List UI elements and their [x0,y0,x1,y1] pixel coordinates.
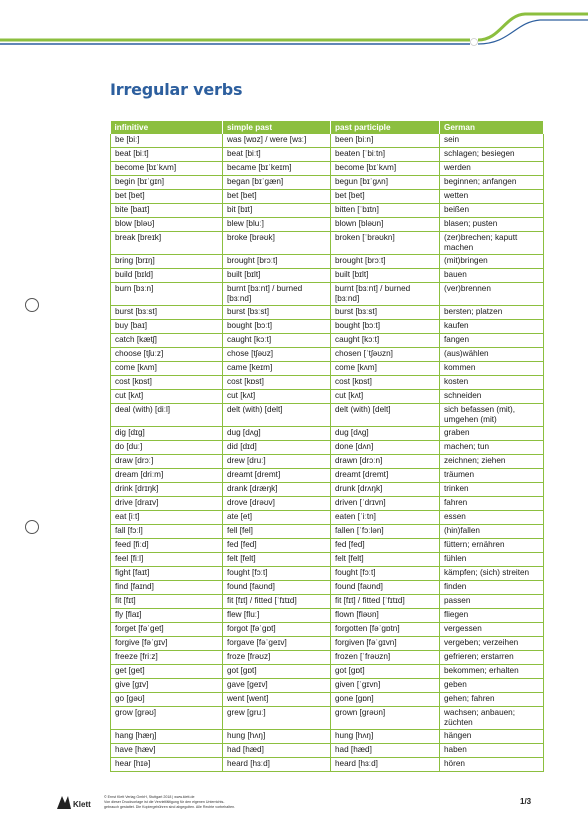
footer-line: gebrauch gestattet. Die Kopiergebühren sind abgegolten. Alle Rechte vorbehalten. [104,805,236,809]
cell-german: sich befassen (mit), umgehen (mit) [440,404,544,427]
cell-simple-past: drew [druː] [223,455,331,469]
cell-german: wachsen; anbauen; züchten [440,707,544,730]
cell-german: vergessen [440,623,544,637]
cell-infinitive: freeze [friːz] [111,651,223,665]
cell-infinitive: hang [hæŋ] [111,730,223,744]
cell-simple-past: beat [biːt] [223,148,331,162]
footer-copyright [104,795,354,810]
cell-infinitive: dream [driːm] [111,469,223,483]
column-header-simple-past: simple past [223,121,331,134]
table-row [111,679,544,693]
cell-infinitive: dig [dɪɡ] [111,427,223,441]
cell-german: träumen [440,469,544,483]
cell-past-participle: fought [fɔːt] [331,567,440,581]
cell-past-participle: drawn [drɔːn] [331,455,440,469]
cell-german: zeichnen; ziehen [440,455,544,469]
cell-infinitive: grow [ɡrəʊ] [111,707,223,730]
klett-logo [55,793,93,811]
cell-german: fangen [440,334,544,348]
cell-simple-past: heard [hɜːd] [223,758,331,772]
table-row [111,651,544,665]
cell-infinitive: blow [bləʊ] [111,218,223,232]
cell-simple-past: bit [bɪt] [223,204,331,218]
table-row [111,469,544,483]
cell-german: (hin)fallen [440,525,544,539]
cell-simple-past: forgave [fəˈɡeɪv] [223,637,331,651]
page-number: 1/3 [520,797,532,806]
cell-german: bersten; platzen [440,306,544,320]
table-row [111,390,544,404]
table-header-row [111,121,544,134]
table-row [111,404,544,427]
header-decoration [0,0,588,60]
table-body [111,134,544,772]
cell-german: bekommen; erhalten [440,665,544,679]
table-row [111,553,544,567]
cell-past-participle: built [bɪlt] [331,269,440,283]
table-row [111,539,544,553]
cell-infinitive: catch [kætʃ] [111,334,223,348]
cell-simple-past: fought [fɔːt] [223,567,331,581]
cell-simple-past: gave [ɡeɪv] [223,679,331,693]
cell-infinitive: deal (with) [diːl] [111,404,223,427]
table-row [111,637,544,651]
cell-past-participle: found [faʊnd] [331,581,440,595]
cell-past-participle: forgotten [fəˈɡɒtn] [331,623,440,637]
cell-simple-past: cut [kʌt] [223,390,331,404]
cell-simple-past: burst [bɜːst] [223,306,331,320]
cell-german: kosten [440,376,544,390]
cell-past-participle: been [biːn] [331,134,440,148]
cell-infinitive: go [ɡəʊ] [111,693,223,707]
cell-simple-past: had [hæd] [223,744,331,758]
cell-past-participle: dug [dʌɡ] [331,427,440,441]
cell-infinitive: do [duː] [111,441,223,455]
cell-infinitive: break [breɪk] [111,232,223,255]
cell-german: bauen [440,269,544,283]
cell-simple-past: felt [felt] [223,553,331,567]
cell-past-participle: begun [bɪˈɡʌn] [331,176,440,190]
cell-past-participle: delt (with) [delt] [331,404,440,427]
cell-german: schlagen; besiegen [440,148,544,162]
table-row [111,525,544,539]
column-header-german: German [440,121,544,134]
table-row [111,595,544,609]
cell-simple-past: bought [bɔːt] [223,320,331,334]
cell-german: schneiden [440,390,544,404]
cell-infinitive: find [faɪnd] [111,581,223,595]
cell-german: (aus)wählen [440,348,544,362]
cell-simple-past: became [bɪˈkeɪm] [223,162,331,176]
cell-german: kommen [440,362,544,376]
cell-german: vergeben; verzeihen [440,637,544,651]
cell-past-participle: driven [ˈdrɪvn] [331,497,440,511]
cell-past-participle: gone [ɡɒn] [331,693,440,707]
cell-simple-past: dreamt [dremt] [223,469,331,483]
cell-infinitive: drink [drɪŋk] [111,483,223,497]
cell-past-participle: burnt [bɜːnt] / burned [bɜːnd] [331,283,440,306]
footer-line: Von dieser Druckvorlage ist die Vervielfältigung für den eigenen Unterrichts- [104,800,225,804]
cell-simple-past: built [bɪlt] [223,269,331,283]
cell-infinitive: hear [hɪə] [111,758,223,772]
cell-simple-past: went [went] [223,693,331,707]
table-row [111,497,544,511]
table-row [111,232,544,255]
table-row [111,376,544,390]
cell-infinitive: fit [fɪt] [111,595,223,609]
table-row [111,567,544,581]
table-row [111,744,544,758]
cell-infinitive: bet [bet] [111,190,223,204]
cell-simple-past: fit [fɪt] / fitted [ˈfɪtɪd] [223,595,331,609]
cell-simple-past: bet [bet] [223,190,331,204]
table-row [111,334,544,348]
cell-german: beginnen; anfangen [440,176,544,190]
cell-german: sein [440,134,544,148]
cell-infinitive: have [hæv] [111,744,223,758]
footer-line: © Ernst Klett Verlag GmbH, Stuttgart 2018 | www.klett.de [104,795,195,799]
cell-past-participle: cost [kɒst] [331,376,440,390]
cell-german: hören [440,758,544,772]
cell-past-participle: broken [ˈbrəʊkn] [331,232,440,255]
cell-simple-past: got [ɡɒt] [223,665,331,679]
cell-german: trinken [440,483,544,497]
cell-simple-past: flew [fluː] [223,609,331,623]
cell-german: beißen [440,204,544,218]
cell-infinitive: cost [kɒst] [111,376,223,390]
cell-past-participle: fallen [ˈfɔːlən] [331,525,440,539]
punch-hole-bottom [25,520,39,534]
cell-infinitive: forgive [fəˈɡɪv] [111,637,223,651]
column-header-infinitive: infinitive [111,121,223,134]
cell-past-participle: had [hæd] [331,744,440,758]
cell-simple-past: chose [tʃəʊz] [223,348,331,362]
cell-german: (ver)brennen [440,283,544,306]
cell-german: fliegen [440,609,544,623]
table-row [111,362,544,376]
cell-simple-past: burnt [bɜːnt] / burned [bɜːnd] [223,283,331,306]
punch-hole-top [25,298,39,312]
table-row [111,609,544,623]
table-row [111,693,544,707]
table-row [111,707,544,730]
cell-simple-past: hung [hʌŋ] [223,730,331,744]
cell-infinitive: get [ɡet] [111,665,223,679]
cell-past-participle: bet [bet] [331,190,440,204]
cell-simple-past: broke [brəʊk] [223,232,331,255]
cell-past-participle: chosen [ˈtʃəʊzn] [331,348,440,362]
table-row [111,204,544,218]
table-row [111,483,544,497]
table-row [111,148,544,162]
table-row [111,581,544,595]
cell-past-participle: eaten [ˈiːtn] [331,511,440,525]
cell-german: passen [440,595,544,609]
cell-infinitive: burn [bɜːn] [111,283,223,306]
cell-past-participle: brought [brɔːt] [331,255,440,269]
cell-simple-past: blew [bluː] [223,218,331,232]
cell-german: haben [440,744,544,758]
cell-simple-past: came [keɪm] [223,362,331,376]
cell-infinitive: bite [baɪt] [111,204,223,218]
cell-past-participle: beaten [ˈbiːtn] [331,148,440,162]
cell-german: blasen; pusten [440,218,544,232]
cell-simple-past: grew [ɡruː] [223,707,331,730]
cell-past-participle: caught [kɔːt] [331,334,440,348]
cell-simple-past: began [bɪˈɡæn] [223,176,331,190]
table-row [111,283,544,306]
cell-simple-past: ate [et] [223,511,331,525]
cell-infinitive: become [bɪˈkʌm] [111,162,223,176]
cell-past-participle: become [bɪˈkʌm] [331,162,440,176]
cell-german: kämpfen; (sich) streiten [440,567,544,581]
cell-past-participle: fed [fed] [331,539,440,553]
cell-german: graben [440,427,544,441]
table-row [111,623,544,637]
cell-infinitive: drive [draɪv] [111,497,223,511]
cell-past-participle: come [kʌm] [331,362,440,376]
table-row [111,427,544,441]
table-row [111,758,544,772]
column-header-past-participle: past participle [331,121,440,134]
table-row [111,162,544,176]
cell-infinitive: forget [fəˈɡet] [111,623,223,637]
table-row [111,218,544,232]
table-row [111,320,544,334]
cell-past-participle: burst [bɜːst] [331,306,440,320]
cell-simple-past: did [dɪd] [223,441,331,455]
table-row [111,441,544,455]
cell-past-participle: grown [ɡrəʊn] [331,707,440,730]
cell-simple-past: cost [kɒst] [223,376,331,390]
cell-german: fühlen [440,553,544,567]
cell-infinitive: burst [bɜːst] [111,306,223,320]
cell-german: (mit)bringen [440,255,544,269]
cell-simple-past: fell [fel] [223,525,331,539]
table-row [111,306,544,320]
cell-german: machen; tun [440,441,544,455]
cell-infinitive: give [ɡɪv] [111,679,223,693]
cell-past-participle: felt [felt] [331,553,440,567]
cell-infinitive: fly [flaɪ] [111,609,223,623]
cell-past-participle: bitten [ˈbɪtn] [331,204,440,218]
cell-german: füttern; ernähren [440,539,544,553]
cell-past-participle: hung [hʌŋ] [331,730,440,744]
cell-infinitive: fall [fɔːl] [111,525,223,539]
cell-infinitive: feed [fiːd] [111,539,223,553]
table-row [111,134,544,148]
cell-simple-past: froze [frəʊz] [223,651,331,665]
table-row [111,730,544,744]
cell-german: hängen [440,730,544,744]
cell-simple-past: delt (with) [delt] [223,404,331,427]
table-row [111,511,544,525]
cell-german: finden [440,581,544,595]
table-row [111,269,544,283]
cell-simple-past: drank [dræŋk] [223,483,331,497]
cell-infinitive: fight [faɪt] [111,567,223,581]
cell-german: gefrieren; erstarren [440,651,544,665]
cell-german: geben [440,679,544,693]
cell-infinitive: eat [iːt] [111,511,223,525]
cell-past-participle: drunk [drʌŋk] [331,483,440,497]
cell-infinitive: buy [baɪ] [111,320,223,334]
cell-past-participle: cut [kʌt] [331,390,440,404]
cell-simple-past: found [faʊnd] [223,581,331,595]
cell-german: werden [440,162,544,176]
table-row [111,255,544,269]
cell-infinitive: beat [biːt] [111,148,223,162]
cell-past-participle: done [dʌn] [331,441,440,455]
cell-german: kaufen [440,320,544,334]
cell-past-participle: blown [bləʊn] [331,218,440,232]
cell-infinitive: begin [bɪˈɡɪn] [111,176,223,190]
table-row [111,190,544,204]
cell-past-participle: forgiven [fəˈɡɪvn] [331,637,440,651]
table-row [111,455,544,469]
cell-past-participle: given [ˈɡɪvn] [331,679,440,693]
cell-german: gehen; fahren [440,693,544,707]
table-row [111,176,544,190]
cell-infinitive: build [bɪld] [111,269,223,283]
cell-past-participle: flown [fləʊn] [331,609,440,623]
cell-german: fahren [440,497,544,511]
cell-infinitive: bring [brɪŋ] [111,255,223,269]
cell-simple-past: brought [brɔːt] [223,255,331,269]
cell-infinitive: cut [kʌt] [111,390,223,404]
page-title: Irregular verbs [110,80,243,99]
cell-infinitive: be [biː] [111,134,223,148]
klett-logo-text: Klett [73,800,91,809]
cell-past-participle: heard [hɜːd] [331,758,440,772]
cell-simple-past: drove [drəʊv] [223,497,331,511]
cell-simple-past: forgot [fəˈɡɒt] [223,623,331,637]
cell-german: (zer)brechen; kaputt machen [440,232,544,255]
cell-simple-past: caught [kɔːt] [223,334,331,348]
cell-simple-past: fed [fed] [223,539,331,553]
irregular-verbs-table [110,121,544,772]
cell-german: wetten [440,190,544,204]
cell-infinitive: draw [drɔː] [111,455,223,469]
cell-simple-past: was [wɒz] / were [wɜː] [223,134,331,148]
cell-infinitive: choose [tʃuːz] [111,348,223,362]
cell-simple-past: dug [dʌɡ] [223,427,331,441]
cell-infinitive: come [kʌm] [111,362,223,376]
table-row [111,665,544,679]
cell-past-participle: dreamt [dremt] [331,469,440,483]
cell-past-participle: got [ɡɒt] [331,665,440,679]
cell-german: essen [440,511,544,525]
cell-past-participle: frozen [ˈfrəʊzn] [331,651,440,665]
cell-past-participle: fit [fɪt] / fitted [ˈfɪtɪd] [331,595,440,609]
table-row [111,348,544,362]
cell-infinitive: feel [fiːl] [111,553,223,567]
cell-past-participle: bought [bɔːt] [331,320,440,334]
